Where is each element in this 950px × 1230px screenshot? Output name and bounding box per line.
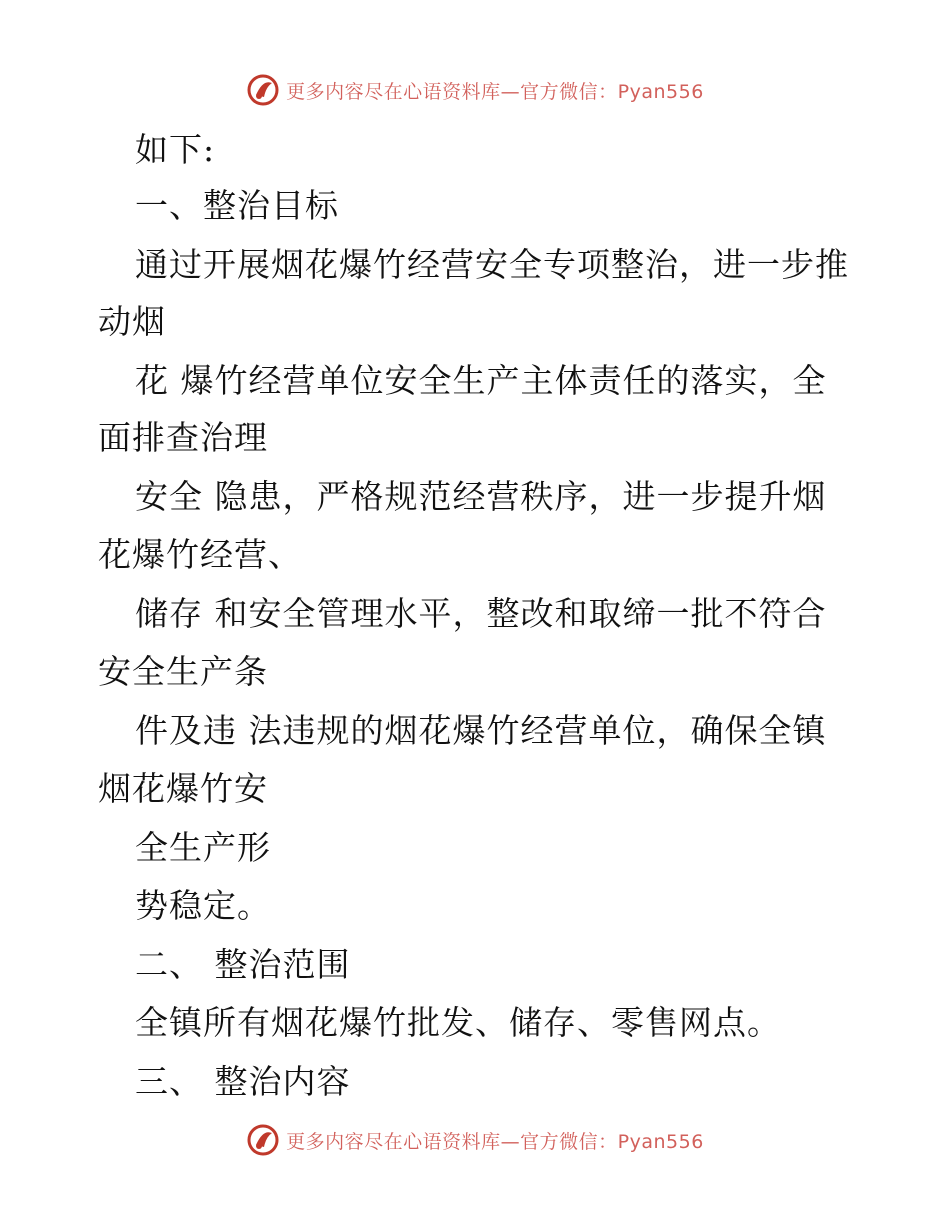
text-line: 通过开展烟花爆竹经营安全专项整治，进一步推 bbox=[135, 245, 849, 284]
footer-watermark bbox=[0, 1120, 950, 1160]
section-heading-content: 三、 整治内容 bbox=[135, 1062, 351, 1101]
text-line: 全镇所有烟花爆竹批发、储存、零售网点。 bbox=[135, 1003, 781, 1042]
watermark-text: 更多内容尽在心语资料库—官方微信：Pyan556 bbox=[286, 1130, 704, 1153]
text-line: 储存 和安全管理水平，整改和取缔一批不符合 bbox=[135, 594, 827, 633]
text-line: 势稳定。 bbox=[135, 886, 271, 925]
text-line: 烟花爆竹安 bbox=[98, 769, 268, 808]
logo-icon bbox=[246, 73, 280, 107]
text-line: 全生产形 bbox=[135, 828, 271, 867]
text-line: 安全 隐患，严格规范经营秩序，进一步提升烟 bbox=[135, 477, 827, 516]
text-line: 动烟 bbox=[98, 302, 166, 341]
text-line: 花 爆竹经营单位安全生产主体责任的落实，全 bbox=[135, 361, 827, 400]
text-line: 如下: bbox=[135, 130, 216, 169]
text-line: 面排查治理 bbox=[98, 418, 268, 457]
text-line: 安全生产条 bbox=[98, 652, 268, 691]
text-line: 花爆竹经营、 bbox=[98, 535, 302, 574]
section-heading-scope: 二、 整治范围 bbox=[135, 945, 351, 984]
text-line: 件及违 法违规的烟花爆竹经营单位，确保全镇 bbox=[135, 711, 827, 750]
header-watermark bbox=[0, 70, 950, 110]
watermark-text: 更多内容尽在心语资料库—官方微信：Pyan556 bbox=[286, 80, 704, 103]
logo-icon bbox=[246, 1123, 280, 1157]
section-heading-goal: 一、整治目标 bbox=[135, 186, 339, 225]
